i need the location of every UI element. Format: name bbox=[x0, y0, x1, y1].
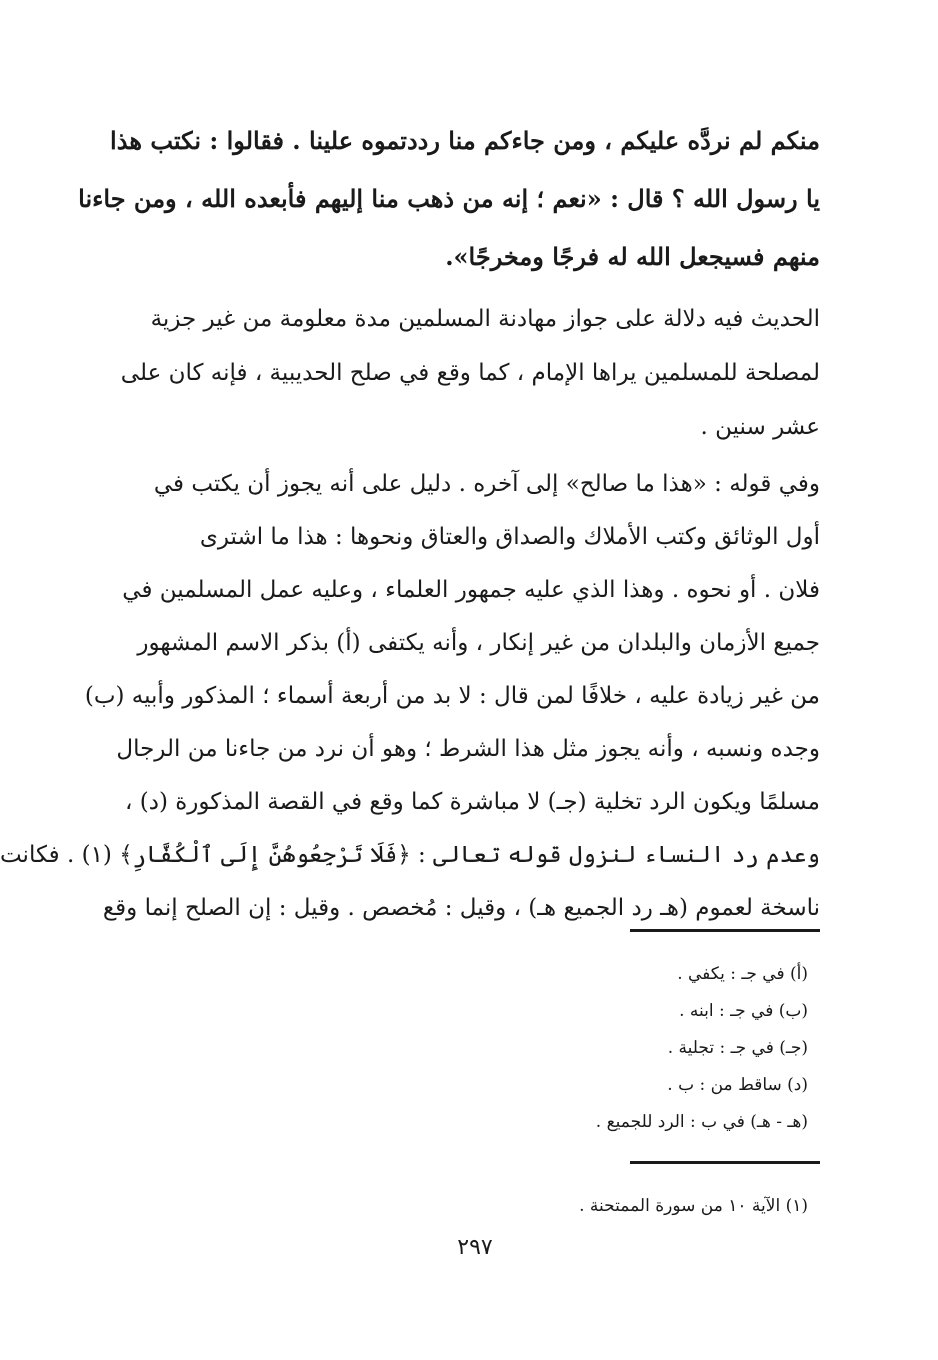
text-line: وعدم رد النساء لنزول قوله تعالى : ﴿فَلَا تَرْجِعُوهُنَّ إِلَى ٱلْكُفَّارِ﴾ (١) . فكانت bbox=[0, 842, 820, 868]
page-number: ٢٩٧ bbox=[457, 1235, 493, 1260]
footnote-divider bbox=[630, 1161, 820, 1164]
footnote: (جـ) في جـ : تجلية . bbox=[667, 1038, 808, 1058]
footnote: (أ) في جـ : يكفي . bbox=[677, 964, 808, 984]
commentary-paragraph-1 bbox=[120, 292, 820, 454]
footnote: (ب) في جـ : ابنه . bbox=[679, 1001, 808, 1021]
footnote: (١) الآية ١٠ من سورة الممتحنة . bbox=[579, 1196, 808, 1216]
variant-footnotes bbox=[308, 956, 808, 1141]
text-line: ناسخة لعموم (هـ رد الجميع هـ) ، وقيل : مُخصص . وقيل : إن الصلح إنما وقع bbox=[102, 895, 820, 921]
footnote-divider bbox=[630, 929, 820, 932]
text-line: الحديث فيه دلالة على جواز مهادنة المسلمين مدة معلومة من غير جزية bbox=[150, 306, 820, 332]
text-line: وجده ونسبه ، وأنه يجوز مثل هذا الشرط ؛ وهو أن نرد من جاءنا من الرجال bbox=[116, 736, 820, 762]
text-line: يا رسول الله ؟ قال : «نعم ؛ إنه من ذهب منا إليهم فأبعده الله ، ومن جاءنا bbox=[78, 184, 820, 213]
text-line: مسلمًا ويكون الرد تخلية (جـ) لا مباشرة كما وقع في القصة المذكورة (د) ، bbox=[125, 789, 820, 815]
text-line: فلان . أو نحوه . وهذا الذي عليه جمهور العلماء ، وعليه عمل المسلمين في bbox=[122, 577, 820, 603]
hadith-text bbox=[78, 112, 820, 286]
text-line: من غير زيادة عليه ، خلافًا لمن قال : لا بد من أربعة أسماء ؛ المذكور وأبيه (ب) bbox=[84, 683, 820, 709]
source-footnotes bbox=[308, 1188, 808, 1225]
text-line: منكم لم نردَّه عليكم ، ومن جاءكم منا رددتموه علينا . فقالوا : نكتب هذا bbox=[110, 126, 820, 155]
footnote: (د) ساقط من : ب . bbox=[667, 1075, 808, 1095]
commentary-paragraph-2 bbox=[0, 458, 820, 935]
text-line: أول الوثائق وكتب الأملاك والصداق والعتاق ونحوها : هذا ما اشترى bbox=[199, 524, 820, 550]
text-line: لمصلحة للمسلمين يراها الإمام ، كما وقع في صلح الحديبية ، فإنه كان على bbox=[120, 360, 820, 386]
footnote: (هـ - هـ) في ب : الرد للجميع . bbox=[595, 1112, 808, 1132]
text-line: منهم فسيجعل الله له فرجًا ومخرجًا». bbox=[445, 242, 820, 271]
text-line: جميع الأزمان والبلدان من غير إنكار ، وأنه يكتفى (أ) بذكر الاسم المشهور bbox=[137, 630, 820, 656]
text-line: عشر سنين . bbox=[700, 414, 820, 440]
text-line: وفي قوله : «هذا ما صالح» إلى آخره . دليل على أنه يجوز أن يكتب في bbox=[153, 471, 820, 497]
